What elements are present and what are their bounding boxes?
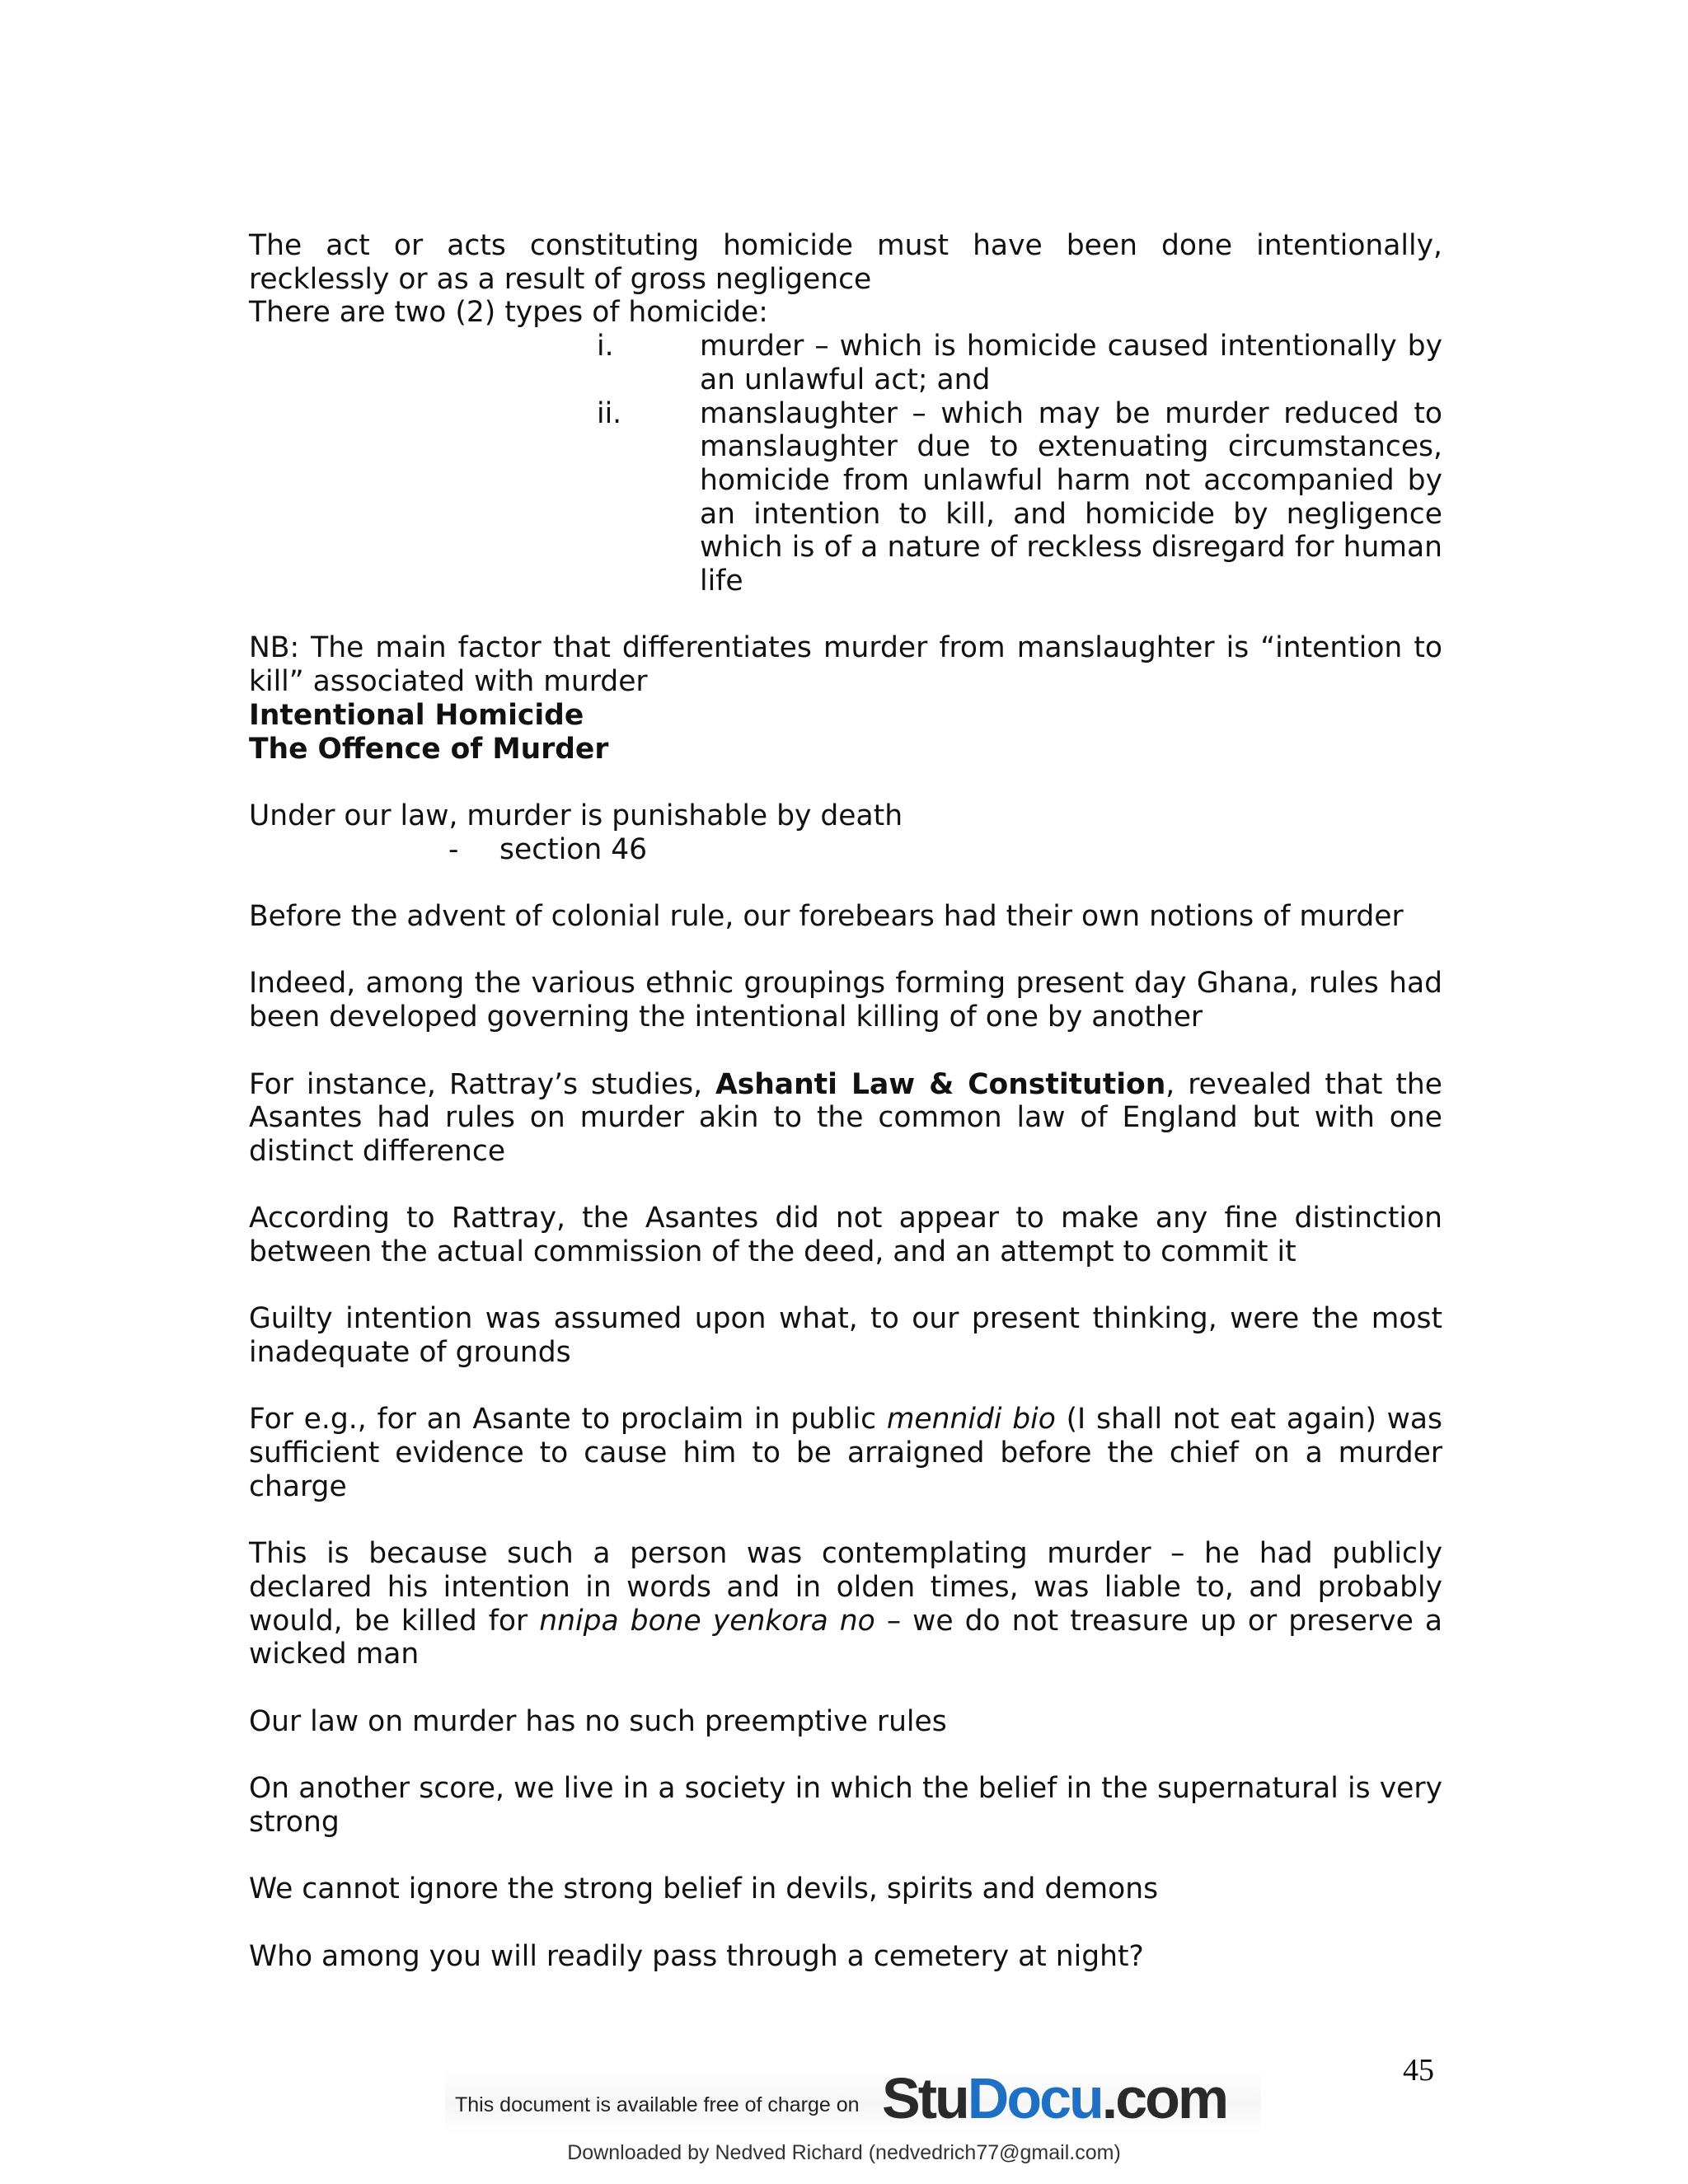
logo-docu: Docu — [967, 2066, 1102, 2130]
paragraph-rattray-studies — [249, 1068, 1442, 1169]
heading-offence-of-murder: The Offence of Murder — [249, 732, 609, 766]
page-number: 45 — [1403, 2053, 1434, 2088]
footer-downloaded-by: Downloaded by Nedved Richard (nedvedrich77@gmail.com) — [567, 2141, 1121, 2164]
paragraph-punishable: Under our law, murder is punishable by death — [249, 799, 903, 832]
paragraph-according-to-rattray: According to Rattray, the Asantes did not appear to make any fine distinction between the actual commission of the deed, and an attempt to commit it — [249, 1202, 1442, 1268]
heading-intentional-homicide: Intentional Homicide — [249, 698, 584, 732]
document-body — [249, 229, 1442, 1973]
list-item — [249, 330, 1442, 396]
list-item-number: i. — [597, 330, 614, 363]
list-item-number: ii. — [597, 396, 622, 430]
paragraph-cemetery: Who among you will readily pass through a cemetery at night? — [249, 1939, 1144, 1973]
paragraph-contemplating-murder — [249, 1537, 1442, 1671]
section-reference — [249, 833, 1442, 867]
text-run: , revealed that the Asantes had rules on murder akin to the common law of England but with one distinct difference — [249, 1067, 1442, 1168]
logo-stu: Stu — [882, 2066, 968, 2130]
paragraph-ethnic-groupings: Indeed, among the various ethnic groupings forming present day Ghana, rules had been developed governing the intentional killing of one by another — [249, 967, 1442, 1034]
studocu-logo[interactable] — [882, 2065, 1226, 2131]
text-run: For e.g., for an Asante to proclaim in public — [249, 1403, 887, 1436]
paragraph-colonial-rule: Before the advent of colonial rule, our forebears had their own notions of murder — [249, 900, 1404, 934]
italic-phrase: nnipa bone yenkora no — [539, 1604, 875, 1638]
paragraph-devils-spirits: We cannot ignore the strong belief in devils, spirits and demons — [249, 1872, 1159, 1906]
text-run: – we do not treasure up or preserve a wicked man — [249, 1604, 1442, 1671]
paragraph-mennidi-bio — [249, 1403, 1442, 1503]
footer-availability-text: This document is available free of charge on — [455, 2093, 860, 2116]
italic-phrase: mennidi bio — [886, 1403, 1056, 1436]
list-item-text: murder – which is homicide caused intentionally by an unlawful act; and — [700, 330, 1442, 396]
paragraph-supernatural: On another score, we live in a society in which the belief in the supernatural is very strong — [249, 1772, 1442, 1839]
paragraph-homicide-acts: The act or acts constituting homicide must have been done intentionally, recklessly or as a result of gross negligence — [249, 229, 1442, 296]
text-run: This is because such a person was contemplating murder – he had publicly declared his intention in words and in olden times, was liable to, and probably would, be killed for — [249, 1537, 1442, 1638]
dash-marker: - — [448, 832, 459, 866]
list-item — [249, 397, 1442, 598]
list-item-text: manslaughter – which may be murder reduced to manslaughter due to extenuating circumstances, homicide from unlawful harm not accompanied by an intention to kill, and homicide by negligence which is of a nature of reckless disregard for human life — [700, 396, 1442, 598]
book-title: Ashanti Law & Constitution — [715, 1067, 1166, 1101]
logo-com: .com — [1101, 2066, 1227, 2130]
paragraph-types-intro: There are two (2) types of homicide: — [249, 296, 768, 330]
paragraph-nb: NB: The main factor that differentiates murder from manslaughter is “intention to kill” associated with murder — [249, 631, 1442, 699]
text-run: For instance, Rattray’s studies, — [249, 1067, 716, 1101]
paragraph-no-preemptive-rules: Our law on murder has no such preemptive rules — [249, 1704, 947, 1738]
paragraph-guilty-intention: Guilty intention was assumed upon what, to our present thinking, were the most inadequate of grounds — [249, 1302, 1442, 1370]
section-reference-text: section 46 — [499, 832, 648, 866]
homicide-types-list — [249, 330, 1442, 598]
text-run: (I shall not eat again) was sufficient evidence to cause him to be arraigned before the chief on a murder charge — [249, 1403, 1443, 1503]
